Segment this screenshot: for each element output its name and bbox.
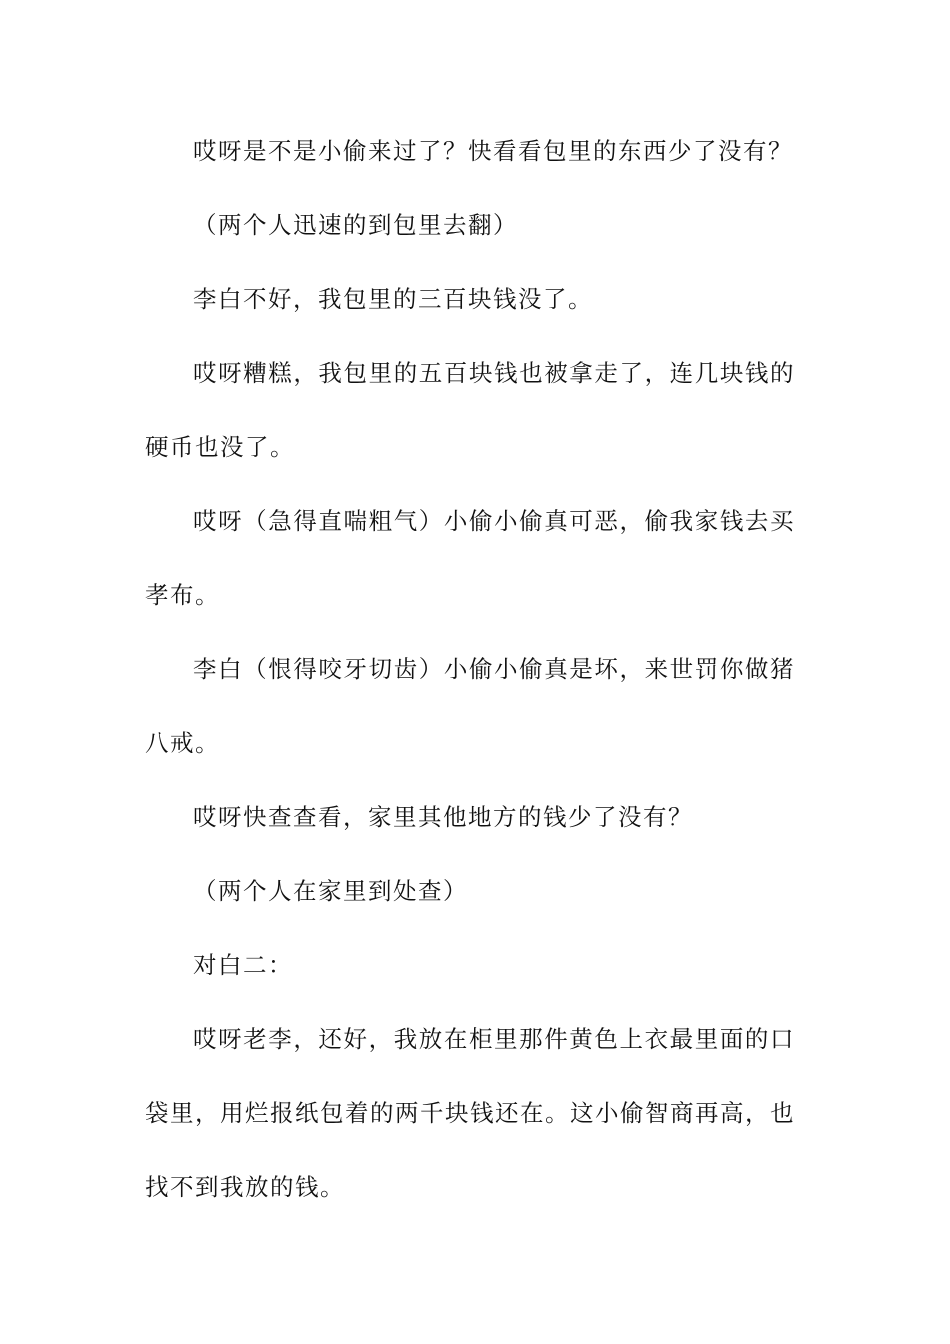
paragraph-5: 哎呀（急得直喘粗气）小偷小偷真可恶，偷我家钱去买孝布。 bbox=[145, 507, 795, 609]
paragraph-4: 哎呀糟糕，我包里的五百块钱也被拿走了，连几块钱的硬币也没了。 bbox=[145, 359, 795, 461]
paragraph-9: 对白二： bbox=[193, 951, 293, 979]
document-body bbox=[145, 114, 795, 1224]
paragraph-2: （两个人迅速的到包里去翻） bbox=[193, 211, 518, 239]
paragraph-7: 哎呀快查查看，家里其他地方的钱少了没有？ bbox=[193, 803, 693, 831]
paragraph-1: 哎呀是不是小偷来过了？快看看包里的东西少了没有？ bbox=[193, 137, 793, 165]
paragraph-3: 李白不好，我包里的三百块钱没了。 bbox=[193, 285, 593, 313]
paragraph-8: （两个人在家里到处查） bbox=[193, 877, 468, 905]
paragraph-6: 李白（恨得咬牙切齿）小偷小偷真是坏，来世罚你做猪八戒。 bbox=[145, 655, 795, 757]
paragraph-10: 哎呀老李，还好，我放在柜里那件黄色上衣最里面的口袋里，用烂报纸包着的两千块钱还在。这小偷智商再高，也找不到我放的钱。 bbox=[145, 1025, 795, 1201]
